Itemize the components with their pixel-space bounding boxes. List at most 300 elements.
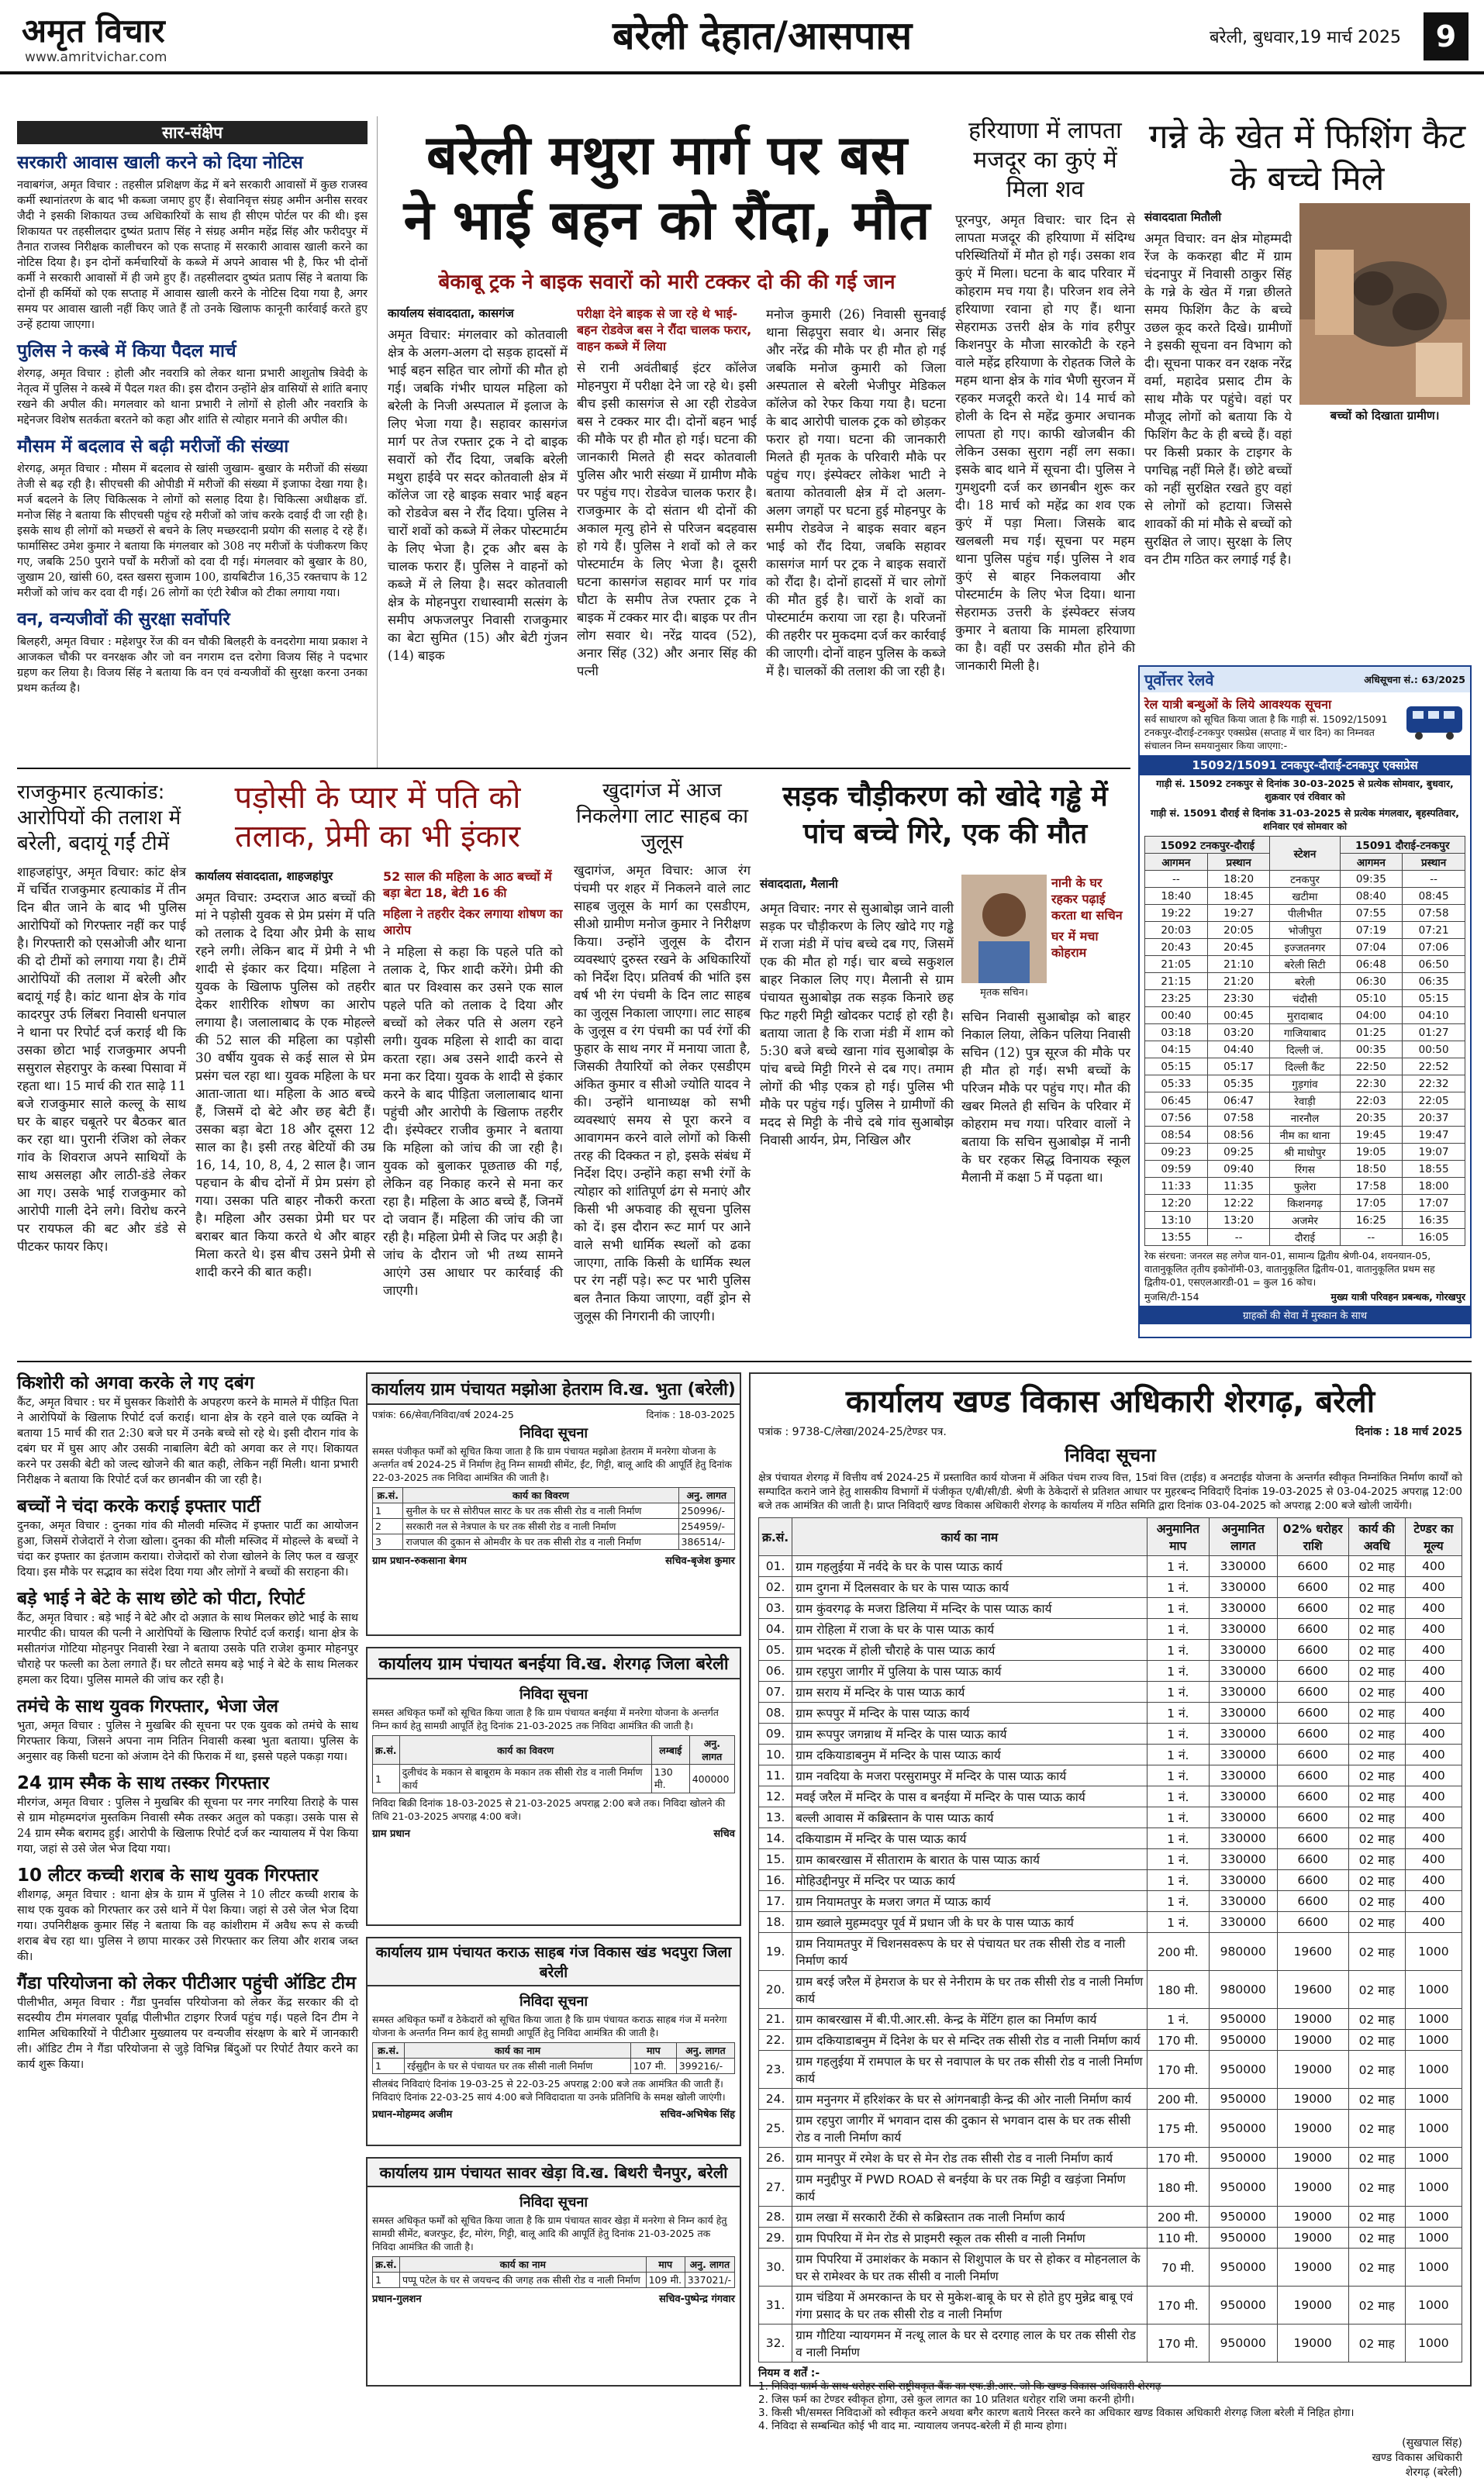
station-cell: दिल्ली कैंट — [1270, 1058, 1340, 1075]
table-row — [1145, 1212, 1465, 1229]
term-item: 2. जिस फर्म का टेण्डर स्वीकृत होगा, उसे कुल लागत का 10 प्रतिशत धरोहर राशि जमा करनी होगी। — [758, 2394, 1134, 2406]
table-cell: ग्राम सराय में मन्दिर के पास प्याऊ कार्य — [792, 1682, 1148, 1703]
time-cell: 13:20 — [1207, 1212, 1270, 1229]
time-cell: 06:30 — [1340, 973, 1403, 990]
section-title: बरेली देहात/आसपास — [613, 13, 913, 58]
table-cell: 23. — [759, 2051, 792, 2089]
table-cell: 330000 — [1209, 1765, 1277, 1786]
time-cell: 20:03 — [1145, 922, 1208, 939]
station-cell: रेवाड़ी — [1270, 1092, 1340, 1110]
time-cell: 16:25 — [1340, 1212, 1403, 1229]
table-row — [1145, 1075, 1465, 1092]
padosi-text-2: ने महिला से कहा कि पहले पति को तलाक दे, फिर शादी करेंगे। प्रेमी की बात पर विश्वास कर उसने एक साल पहले पति को तलाक दे दिया और बच्चों को लेकर पति से अलग रहने लगी। युवक महिला से शादी का वादा करता रहा। अब उसने शादी करने से मना कर दिया। युवक के शादी से इंकार करने के बाद पीड़िता जलालाबाद थाना पहुंची और आरोपी के खिलाफ तहरीर दी। इंस्पेक्टर राजीव कुमार ने बताया कि महिला को जांच की जा रही है। युवक को बुलाकर पूछताछ की गई, लेकिन वह निकाह करने से मना कर रहा है। महिला के आठ बच्चे हैं, जिनमें दो जवान हैं। महिला की जांच की जा रही है। महिला प्रेमी से जिद पर अड़ी है। जांच के दौरान जो भी तथ्य सामने आएंगे उस आधार पर कार्रवाई की जाएगी। — [383, 944, 563, 1298]
time-cell: 19:07 — [1403, 1144, 1465, 1161]
table-row — [1145, 973, 1465, 990]
table-cell: 330000 — [1209, 1577, 1277, 1598]
gp-tender-ref: पत्रांक: 66/सेवा/निविदा/वर्ष 2024-25 — [372, 1409, 514, 1420]
brief-title: तमंचे के साथ युवक गिरफ्तार, भेजा जेल — [17, 1696, 278, 1717]
table-cell: ग्राम लखा में सरकारी टेंकी से कब्रिस्तान तक नाली निर्माण कार्य — [792, 2207, 1148, 2228]
table-cell: ग्राम नवदिया के मजरा परसुरामपुर में मन्दिर के पास प्याऊ कार्य — [792, 1765, 1148, 1786]
table-cell: 02 माह — [1348, 2325, 1405, 2362]
gp-tender-2 — [366, 1647, 741, 1926]
haryana-story — [955, 116, 1135, 673]
time-cell: 06:48 — [1340, 956, 1403, 973]
time-cell: 22:52 — [1403, 1058, 1465, 1075]
brief-text: शीशगढ़, अमृत विचार : थाना क्षेत्र के ग्राम में पुलिस ने 10 लीटर कच्ची शराब के साथ एक युवक को गिरफ्तार कर उसे थाने में पेश किया। जहां से उसे जेल भेज दिया गया। उपनिरीक्षक कुमार सिंह ने बताया कि वह कांशीराम में अवैध रूप से कच्ची शराब बेच रहा था। पुलिस ने छापा मारकर उसे गिरफ्तार कर लिया और शराब जब्त की। — [17, 1889, 358, 1963]
time-cell: 00:35 — [1340, 1041, 1403, 1058]
table-cell: 24. — [759, 2089, 792, 2110]
road-bullet-1: नानी के घर रहकर पढ़ाई करता था सचिन — [1051, 875, 1123, 923]
time-cell: 12:20 — [1145, 1195, 1208, 1212]
table-cell: ग्राम मनुद्दीपुर में PWD ROAD से बनईया के घर तक मिट्टी व खड़ंजा निर्माण कार्य — [792, 2169, 1148, 2207]
time-cell: 21:15 — [1145, 973, 1208, 990]
lead-deck: बेकाबू ट्रक ने बाइक सवारों को मारी टक्कर दो की की गई जान — [438, 271, 896, 294]
time-cell: 07:56 — [1145, 1110, 1208, 1127]
station-cell: अजमेर — [1270, 1212, 1340, 1229]
table-cell: 02 माह — [1348, 1828, 1405, 1849]
table-cell: ग्राम कुंवरगढ़ के मजरा डिलिया में मन्दिर के पास प्याऊ कार्य — [792, 1598, 1148, 1619]
gp-tender-note: निविदा बिक्री दिनांक 18-03-2025 से 21-03-2025 अपराह्न 2:00 बजे तक। निविदा खोलने की तिथि 21-03-2025 अपराह्न 4:00 बजे। — [372, 1797, 726, 1822]
dateline: बरेली, बुधवार,19 मार्च 2025 — [1210, 28, 1401, 47]
briefs-header: सार-संक्षेप — [17, 121, 368, 144]
table-cell: 26. — [759, 2148, 792, 2169]
table-cell: 950000 — [1209, 2030, 1277, 2051]
station-cell: मुरादाबाद — [1270, 1007, 1340, 1024]
table-cell: 1 नं. — [1147, 1703, 1209, 1724]
gp-tender-intro: समस्त अधिकृत फर्मों व ठेकेदारों को सूचित किया जाता है कि ग्राम पंचायत कराऊ साहब गंज में मनरेगा योजना के अन्तर्गत निम्न कार्य हेतु सामग्री आपूर्ति हेतु निविदा आमंत्रित की जाती है। — [372, 2014, 727, 2038]
table-cell: 1 नं. — [1147, 1724, 1209, 1745]
table-cell: 32. — [759, 2325, 792, 2362]
table-cell: 1000 — [1405, 2030, 1462, 2051]
table-cell: 6600 — [1277, 1598, 1348, 1619]
table-row — [759, 1807, 1462, 1828]
table-header: क्र.सं. — [373, 2043, 405, 2059]
table-row — [759, 2009, 1462, 2030]
gp-tender-sub: निविदा सूचना — [519, 1993, 588, 2010]
table-row — [373, 1503, 735, 1519]
table-cell: 02 माह — [1348, 1933, 1405, 1971]
gp-tender-sign-right: सचिव — [713, 1828, 735, 1840]
table-cell: 950000 — [1209, 2110, 1277, 2148]
brief-title: किशोरी को अगवा करके ले गए दबंग — [17, 1373, 254, 1393]
table-row — [373, 2059, 735, 2074]
table-cell: 330000 — [1209, 1703, 1277, 1724]
padosi-byline: कार्यालय संवाददाता, शाहजहांपुर — [195, 869, 333, 883]
table-cell: 02 माह — [1348, 1598, 1405, 1619]
time-cell: 09:25 — [1207, 1144, 1270, 1161]
brief-item — [17, 436, 368, 601]
table-cell: 250996/- — [678, 1503, 734, 1519]
table-header: कार्य का विवरण — [399, 1736, 651, 1765]
table-cell: 950000 — [1209, 2169, 1277, 2207]
column-divider — [377, 116, 378, 768]
shergarh-office-title: कार्यालय खण्ड विकास अधिकारी शेरगढ़, बरेली — [845, 1384, 1375, 1420]
table-cell: 400 — [1405, 1703, 1462, 1724]
table-cell: 1 नं. — [1147, 1765, 1209, 1786]
table-cell: 10. — [759, 1745, 792, 1765]
station-cell: इज्जतनगर — [1270, 939, 1340, 956]
time-cell: 19:47 — [1403, 1127, 1465, 1144]
table-cell: ग्राम काबरखास में सीताराम के बारात के पास प्याऊ कार्य — [792, 1849, 1148, 1870]
newspaper-logo: अमृत विचार — [22, 12, 165, 50]
railway-schedule-2: गाड़ी सं. 15091 दौराई से दिनांक 31-03-2025 से प्रत्येक मंगलवार, बृहस्पतिवार, शनिवार एवं सोमवार को — [1150, 807, 1460, 832]
lead-pull-quote: परीक्षा देने बाइक से जा रहे थे भाई-बहन रोडवेज बस ने रौंदा चालक फरार, वाहन कब्जे में लिया — [577, 306, 752, 354]
table-cell: 950000 — [1209, 2287, 1277, 2325]
time-cell: 18:45 — [1207, 888, 1270, 905]
brief-title: सरकारी आवास खाली करने को दिया नोटिस — [17, 153, 303, 173]
time-cell: -- — [1207, 1229, 1270, 1246]
fishing-cat-headline: गन्ने के खेत में फिशिंग कैट के बच्चे मिले — [1148, 117, 1466, 198]
time-cell: 19:05 — [1340, 1144, 1403, 1161]
railway-brand: पूर्वोत्तर रेलवे — [1144, 671, 1214, 689]
table-cell: 19600 — [1277, 1933, 1348, 1971]
time-cell: -- — [1340, 1229, 1403, 1246]
table-cell: 1000 — [1405, 2207, 1462, 2228]
time-cell: 22:05 — [1403, 1092, 1465, 1110]
table-cell: ग्राम दकियाडाबनुम में मन्दिर के पास प्याऊ कार्य — [792, 1745, 1148, 1765]
brief-text: पीलीभीत, अमृत विचार : गैंडा पुनर्वास परियोजना को लेकर केंद्र सरकार की दो सदस्यीय टीम मंगलवार पूर्वाह्न पीलीभीत टाइगर रिजर्व पहुंच गई। पहले दिन टीम ने शामिल अधिकारियों ने पीटीआर मुख्यालय पर वन्यजीव संरक्षण के बारे में जानकारी ली। ऑडिट टीम ने गैंडा परियोजना से जुड़े विभिन्न बिंदुओं पर रिपोर्ट तैयार करने का कार्य शुरू किया। — [17, 1997, 358, 2071]
gp-tender-sign-left: ग्राम प्रधान — [372, 1828, 410, 1840]
time-cell: 13:55 — [1145, 1229, 1208, 1246]
table-cell: 6600 — [1277, 1745, 1348, 1765]
table-row — [759, 2051, 1462, 2089]
railway-title: रेल यात्री बन्धुओं के लिये आवश्यक सूचना — [1144, 697, 1332, 712]
lead-headline-line-1: बरेली मथुरा मार्ग पर बस — [426, 123, 908, 187]
julus-story — [574, 778, 751, 1354]
time-cell: 08:45 — [1403, 888, 1465, 905]
time-cell: 21:10 — [1207, 956, 1270, 973]
rajkumar-text: शाहजहांपुर, अमृत विचार: कांट क्षेत्र में चर्चित राजकुमार हत्याकांड में तीन दिन बीत जाने के बाद भी पुलिस आरोपियों को गिरफ्तार नहीं कर पाई है। गिरफ्तारी को एसओजी और थाना की दो टीमों को लगाया गया है। टीमें आरोपियों की तलाश में बरेली और बदायूं गई है। कांट थाना क्षेत्र के गांव कादरपुर उर्फ लिंबरा निवासी धनपाल ने थाना पर रिपोर्ट दर्ज कराई थी कि उसका छोटा भाई राजकुमार अपनी ससुराल सेहरापुर के कस्बा पिसावा में रहता था। 15 मार्च की रात साढ़े 11 बजे राजकुमार साले कल्लू के साथ घर के बाहर चबूतरे पर बैठकर बात कर रहा था। पुरानी रंजिश को लेकर गांव के शिवराज अपने साथियों के साथ असलहा और लाठी-डंडे लेकर आ गए। उसके भाई राजकुमार को आरोपी गाली देने लगे। विरोध करने पर रायफल की बट और डंडे से पीटकर फायर किए। — [17, 865, 186, 1254]
time-cell: 00:40 — [1145, 1007, 1208, 1024]
table-row — [759, 1598, 1462, 1619]
time-cell: 22:30 — [1340, 1075, 1403, 1092]
table-cell: 1000 — [1405, 2051, 1462, 2089]
time-cell: 00:50 — [1403, 1041, 1465, 1058]
brief-item — [17, 1696, 358, 1765]
table-cell: 950000 — [1209, 2009, 1277, 2030]
table-cell: 175 मी. — [1147, 2110, 1209, 2148]
table-cell: 6600 — [1277, 1807, 1348, 1828]
table-cell: 6600 — [1277, 1870, 1348, 1891]
time-cell: 22:50 — [1340, 1058, 1403, 1075]
table-cell: 109 मी. — [646, 2273, 685, 2288]
time-cell: 06:45 — [1145, 1092, 1208, 1110]
table-cell: ग्राम गहलुईया में रामपाल के घर से नवापाल के घर तक सीसी रोड व नाली निर्माण कार्य — [792, 2051, 1148, 2089]
table-cell: 1 नं. — [1147, 1661, 1209, 1682]
shergarh-sign-place: शेरगढ़ (बरेली) — [1405, 2466, 1462, 2479]
haryana-text: पूरनपुर, अमृत विचार: चार दिन से लापता मजदूर की हरियाणा में संदिग्ध परिस्थितियों में मौत हो गई। उसका शव कुएं में मिला। घटना के बाद परिवार में कोहराम मच गया है। परिजन शव लेने हरियाणा रवाना हो गए हैं। थाना सेहरामऊ उत्तरी क्षेत्र के गांव हरीपुर किशनपुर के मौजा सारकोटी के रहने वाले महेंद्र हरियाणा के रोहतक जिले के महम थाना क्षेत्र के गांव भैणी सुरजन में रहकर मजदूरी करते थे। 14 मार्च को होली के दिन से महेंद्र कुमार अचानक लापता हो गए। काफी खोजबीन की लेकिन उसका सुराग नहीं लग सका। इसके बाद थाने में सूचना दी। पुलिस ने गुमशुदगी दर्ज कर छानबीन शुरू कर दी। 18 मार्च को महेंद्र का शव एक कुएं में पड़ा मिला। जिसके बाद खलबली मच गई। सूचना पर महम थाना पुलिस पहुंच गई। पुलिस ने शव कुएं से बाहर निकलवाया और पोस्टमार्टम के लिए भेज दिया। थाना सेहरामऊ उत्तरी के इंस्पेक्टर संजय कुमार ने बताया कि मामला हरियाणा का है। वहीं पर उसकी मौत होने की जानकारी मिली है। — [955, 212, 1135, 673]
table-cell: 08. — [759, 1703, 792, 1724]
lead-text-2: से रानी अवंतीबाई इंटर कॉलेज मोहनपुरा में परीक्षा देने जा रहे थे। इसी बीच इसी कासगंज से आ रही रोडवेज बस ने टक्कर मार दी। दोनों बहन भाई की मौके पर ही मौत हो गई। घटना की जानकारी मिलते ही सदर कोतवाली पुलिस और भारी संख्या में ग्रामीण मौके पर पहुंच गए। रोडवेज चालक फरार है। राजकुमार के दो संतान थी दोनों की अकाल मृत्यु होने से परिजन बदहवास हो गये हैं। पुलिस ने शवों को ले कर पोस्टमार्टम के लिए भेजा है। दूसरी घटना कासगंज सहावर मार्ग पर गांव घौटा के समीप तेज रफ्तार ट्रक ने बाइक में टक्कर मार दी। बाइक पर तीन लोग सवार थे। नरेंद्र यादव (52), अनार सिंह (32) और अनार सिंह की पत्नी — [577, 361, 757, 678]
time-cell: 19:22 — [1145, 905, 1208, 922]
time-cell: 07:58 — [1403, 905, 1465, 922]
gp-tender-title: कार्यालय ग्राम पंचायत कराऊ साहब गंज विकास खंड भदपुरा जिला बरेली — [368, 1938, 740, 1986]
time-cell: 18:50 — [1340, 1161, 1403, 1178]
table-cell: 400 — [1405, 1745, 1462, 1765]
table-header: अनु. लागत — [676, 2043, 734, 2059]
brief-item — [17, 1772, 358, 1857]
station-cell: चंदौसी — [1270, 990, 1340, 1007]
time-cell: 08:54 — [1145, 1127, 1208, 1144]
table-cell: 29. — [759, 2228, 792, 2249]
brief-item — [17, 152, 368, 333]
lead-byline: कार्यालय संवाददाता, कासगंज — [388, 306, 514, 320]
table-cell: 1000 — [1405, 2009, 1462, 2030]
table-cell: 170 मी. — [1147, 2051, 1209, 2089]
table-cell: 180 मी. — [1147, 1971, 1209, 2009]
time-cell: 22:32 — [1403, 1075, 1465, 1092]
table-cell: 6600 — [1277, 1661, 1348, 1682]
masthead — [0, 0, 1484, 74]
table-cell: ग्राम पिपरिया में मेन रोड से प्राइमरी स्कूल तक सीसी व नाली निर्माण — [792, 2228, 1148, 2249]
table-cell: 1 नं. — [1147, 1577, 1209, 1598]
table-cell: 950000 — [1209, 2148, 1277, 2169]
station-cell: टनकपुर — [1270, 871, 1340, 888]
table-cell: 02 माह — [1348, 1661, 1405, 1682]
section-rule — [17, 1361, 1472, 1362]
table-cell: 400 — [1405, 1912, 1462, 1933]
time-cell: 07:58 — [1207, 1110, 1270, 1127]
time-cell: 18:55 — [1403, 1161, 1465, 1178]
table-header: माप — [631, 2043, 677, 2059]
table-cell: सरकारी नल से नेत्रपाल के घर तक सीसी रोड व नाली निर्माण — [403, 1519, 678, 1534]
brief-text: शेरगढ़, अमृत विचार : होली और नवरात्रि को लेकर थाना प्रभारी आशुतोष त्रिवेदी के नेतृत्व में पुलिस ने कस्बे में पैदल गश्त की। इस दौरान उन्होंने क्षेत्र वासियों से शांति बनाए रखने की अपील की। मगलवार को थाना प्रभारी ने लोगों से होली और नवरात्रि के मद्देनजर विशेष सतर्कता बरतने को कहा और शांति से त्योहार मनाने की अपील की। — [17, 368, 368, 426]
gp-tender-sub: निविदा सूचना — [519, 2194, 588, 2211]
shergarh-date: दिनांक : 18 मार्च 2025 — [1355, 1426, 1462, 1438]
table-cell: 02 माह — [1348, 2169, 1405, 2207]
table-cell: 400 — [1405, 1619, 1462, 1640]
table-cell: 400 — [1405, 1661, 1462, 1682]
julus-text: खुदागंज, अमृत विचार: आज रंग पंचमी पर शहर में निकलने वाले लाट साहब जुलूस के मार्ग का एसडीएम, सीओ ग्रामीण मनोज कुमार ने निरीक्षण किया। उन्होंने जुलूस के दौरान व्यवस्थाएं दुरुस्त रखने के अधिकारियों को निर्देश दिए। प्रतिवर्ष की भांति इस वर्ष भी रंग पंचमी के दिन लाट साहब का जुलूस निकाला जाएगा। लाट साहब के जुलूस व रंग पंचमी का पर्व रंगों की फुहार के साथ नगर में मनाया जाता है, जिसकी तैयारियों को लेकर एसडीएम अंकित कुमार व सीओ ज्योति यादव ने की। उन्होंने थानाध्यक्ष को सभी व्यवस्थाएं समय से पूरा करने व आवागमन करने वाले लोगों को किसी तरह की दिक्कत न हो, इसके संबंध में निर्देश दिए। उन्होंने कहा सभी रंगों के त्योहार को शांतिपूर्ण ढंग से मनाएं और किसी भी अफवाह की सूचना पुलिस को दें। इस दौरान रूट मार्ग पर आने वाले सभी धार्मिक स्थलों को ढका जाएगा, ताकि किसी के धार्मिक स्थल पर रंग नहीं पड़े। रूट पर भारी पुलिस बल तैनात किया जाएगा, वहीं ड्रोन से जुलूस की निगरानी की जाएगी। — [574, 863, 751, 1324]
table-cell: 330000 — [1209, 1807, 1277, 1828]
table-cell: 6600 — [1277, 1556, 1348, 1577]
table-cell: 02 माह — [1348, 2009, 1405, 2030]
table-cell: 170 मी. — [1147, 2325, 1209, 2362]
table-cell: 330000 — [1209, 1786, 1277, 1807]
table-cell: 400 — [1405, 1765, 1462, 1786]
table-row — [373, 2273, 735, 2288]
time-cell: 17:07 — [1403, 1195, 1465, 1212]
table-cell: 1000 — [1405, 2249, 1462, 2287]
shergarh-tender — [749, 1372, 1472, 2479]
table-row — [759, 2249, 1462, 2287]
table-cell: 130 मी. — [651, 1765, 689, 1793]
lead-headline-line-2: ने भाई बहन को रौंदा, मौत — [403, 188, 930, 252]
haryana-headline: हरियाणा में लापता मजदूर का कुएं में मिला शव — [968, 117, 1122, 203]
table-header: अनुमानित माप — [1147, 1518, 1209, 1556]
time-cell: 05:17 — [1207, 1058, 1270, 1075]
table-row — [1145, 1229, 1465, 1246]
shergarh-sign-title: खण्ड विकास अधिकारी — [1372, 2452, 1462, 2464]
time-cell: 17:05 — [1340, 1195, 1403, 1212]
rajkumar-story — [17, 780, 186, 1354]
table-cell: 19000 — [1277, 2325, 1348, 2362]
time-cell: 04:40 — [1207, 1041, 1270, 1058]
table-cell: 1 नं. — [1147, 1891, 1209, 1912]
road-text-1: अमृत विचार: नगर से सुआबोझ जाने वाली सड़क पर चौड़ीकरण के लिए खोदे गए गड्ढे में राजा मंडी में पांच बच्चे दब गए, जिसमें एक की मौत हो गई। चार बच्चे सकुशल बाहर निकाल लिए गए। मैलानी से ग्राम पंचायत सुआबोझ तक सड़क किनारे छह फिट गहरी मिट्टी खोदकर पटाई हो रही है। बताया जाता है कि राजा मंडी में शाम को 5:30 बजे बच्चे खाना गांव सुआबोझ के पांच बच्चे मिट्टी गिरने से दब गए। तमाम लोगों की भीड़ एकत्र हो गई। पुलिस भी मौके पर पहुंच गई। पुलिस ने ग्रामीणों की मदद से मिट्टी के नीचे दबे गांव सुआबोझ निवासी आर्यन, प्रेम, निखिल और — [760, 901, 954, 1148]
table-cell: 330000 — [1209, 1640, 1277, 1661]
table-cell: 1 नं. — [1147, 1849, 1209, 1870]
time-cell: -- — [1145, 871, 1208, 888]
time-cell: 09:59 — [1145, 1161, 1208, 1178]
time-cell: 19:45 — [1340, 1127, 1403, 1144]
table-row — [759, 1870, 1462, 1891]
table-cell: 02 माह — [1348, 1703, 1405, 1724]
time-cell: 09:40 — [1207, 1161, 1270, 1178]
brief-title: 24 ग्राम स्मैक के साथ तस्कर गिरफ्तार — [17, 1773, 270, 1793]
gp-tender-intro: समस्त अधिकृत फर्मों को सूचित किया जाता है कि ग्राम पंचायत सावर खेड़ा में मनरेगा से निम्न कार्य हेतु सामग्री सीमेंट, बजरफुट, ईंट, मोरंग, गिट्टी, बालू आदि की आपूर्ति हेतु दिनांक 21-03-2025 तक निविदा आमंत्रित की जाती है। — [372, 2214, 727, 2252]
table-cell: 400 — [1405, 1556, 1462, 1577]
railway-col-left: 15092 टनकपुर-दौराई — [1145, 837, 1270, 854]
time-cell: 18:20 — [1207, 871, 1270, 888]
table-cell: 12. — [759, 1786, 792, 1807]
railway-arr: आगमन — [1145, 854, 1208, 871]
table-header: अनु. लागत — [689, 1736, 734, 1765]
table-cell: 200 मी. — [1147, 2207, 1209, 2228]
table-cell: 400 — [1405, 1870, 1462, 1891]
table-cell: 1 नं. — [1147, 1828, 1209, 1849]
deceased-caption: मृतक सचिन। — [980, 987, 1028, 999]
railway-header — [1140, 667, 1470, 692]
road-column-1 — [760, 899, 954, 1233]
table-cell: ग्राम रहपुरा जागीर में भगवान दास की दुकान से भगवान दास के घर तक सीसी रोड व नाली निर्माण कार्य — [792, 2110, 1148, 2148]
table-row — [1145, 1024, 1465, 1041]
table-cell: 1000 — [1405, 1971, 1462, 2009]
table-cell: 21. — [759, 2009, 792, 2030]
road-headline: सड़क चौड़ीकरण को खोदे गड्ढे में पांच बच्चे गिरे, एक की मौत — [782, 781, 1108, 850]
table-cell: 1 — [373, 1503, 403, 1519]
time-cell: 08:56 — [1207, 1127, 1270, 1144]
brief-item — [17, 1972, 358, 2073]
gp-tender-3 — [366, 1937, 741, 2146]
table-cell: दुलीचंद के मकान से बाबूराम के मकान तक सीसी रोड व नाली निर्माण कार्य — [399, 1765, 651, 1793]
shergarh-terms — [758, 2380, 1462, 2433]
time-cell: 05:10 — [1340, 990, 1403, 1007]
table-cell: 330000 — [1209, 1661, 1277, 1682]
briefs-column — [17, 152, 368, 757]
table-cell: 400 — [1405, 1891, 1462, 1912]
time-cell: 21:05 — [1145, 956, 1208, 973]
table-cell: 1000 — [1405, 2110, 1462, 2148]
shergarh-tender-table — [758, 1517, 1462, 2362]
table-cell: 19. — [759, 1933, 792, 1971]
table-cell: 337021/- — [685, 2273, 734, 2288]
time-cell: 05:35 — [1207, 1075, 1270, 1092]
table-row — [759, 2110, 1462, 2148]
table-row — [759, 1765, 1462, 1786]
table-cell: 02 माह — [1348, 1807, 1405, 1828]
table-cell: 30. — [759, 2249, 792, 2287]
table-header: कार्य का नाम — [792, 1518, 1148, 1556]
brief-text: शेरगढ़, अमृत विचार : मौसम में बदलाव से खांसी जुखाम- बुखार के मरीजों की संख्या तेजी से बढ़ रही है। सीएचसी की ओपीडी में मरीजों की संख्या में इजाफा देखा गया है। मर्ज बदलने के लिए चिकित्सक ने लोगों को सलाह दिया है। चिकित्सा अधीक्षक डॉ. मनोज सिंह ने बताया कि सीएचसी पहुंच रहे मरीजों को जांच करके दवाई दी जा रही है। इसके साथ ही लोगों को मच्छरों से बचने के लिए मच्छरदानी प्रयोग की सलाह दे रहे हैं। फार्मासिस्ट उमेश कुमार ने बताया कि मंगलवार को 308 नए मरीजों के पंजीकरण किए गए, जबकि 250 पुराने पर्चों के मरीजों को दवा दी गई। मंगलवार को बुखार के 80, जुखाम 20, खांसी 60, दस्त खसरा सुजाम 100, डायबिटीज 16,35 रक्तचाप के 12 मरीजों को जांच कर दवा दी गई। 26 लोगों का एंटी रेबीज को टीका लगाया गया। — [17, 463, 368, 599]
gp-tender-sub: निविदा सूचना — [519, 1425, 588, 1441]
gp-tender-table — [372, 2256, 735, 2288]
time-cell: 22:03 — [1340, 1092, 1403, 1110]
brief-text: मीरगंज, अमृत विचार : पुलिस ने मुखबिर की सूचना पर नगर नगरिया तिराहे के पास से ग्राम मोहम्मदगंज मुस्तकिम निवासी स्मैक तस्कर अतुल को पकड़ा। उसके पास से 24 ग्राम स्मैक बरामद हुई। आरोपी के खिलाफ रिपोर्ट दर्ज कर न्यायालय में पेश किया गया, जहां से उसे जेल भेज दिया गया। — [17, 1796, 358, 1855]
table-cell: 1 नं. — [1147, 1745, 1209, 1765]
table-cell: 400 — [1405, 1682, 1462, 1703]
table-cell: 330000 — [1209, 1891, 1277, 1912]
station-cell: किशनगढ़ — [1270, 1195, 1340, 1212]
table-row — [759, 2207, 1462, 2228]
table-cell: 1 नं. — [1147, 1912, 1209, 1933]
newspaper-url[interactable]: www.amritvichar.com — [25, 50, 167, 65]
railway-arr: आगमन — [1340, 854, 1403, 871]
gp-tender-title: कार्यालय ग्राम पंचायत सावर खेड़ा वि.ख. बिथरी चैनपुर, बरेली — [368, 2159, 740, 2187]
station-cell: नीम का थाना — [1270, 1127, 1340, 1144]
time-cell: 03:18 — [1145, 1024, 1208, 1041]
shergarh-terms-title: नियम व शर्तें :- — [758, 2367, 820, 2380]
railway-intro: सर्व साधारण को सूचित किया जाता है कि गाड़ी सं. 15092/15091 टनकपुर-दौराई-टनकपुर एक्सप्रेस (सप्ताह में चार दिन) का निम्नवत संचालन निम्न समयानुसार किया जाएगा:- — [1144, 713, 1388, 751]
brief-text: बिलहरी, अमृत विचार : महेशपुर रेंज की वन चौकी बिलहरी के वनदरोगा माया प्रकाश ने आजकल चौकी पर वनरक्षक और जो वन नगराम दत्त दरोगा विजय सिंह ने पदभार ग्रहण कर लिया है। विजय सिंह ने बताया कि वन एवं वन्यजीवों की सुरक्षा करना उनका प्रथम कर्तव्य है। — [17, 636, 368, 695]
section-rule — [17, 768, 1130, 769]
table-cell: 6600 — [1277, 1682, 1348, 1703]
road-headline-block — [760, 778, 1130, 871]
table-cell: 02 माह — [1348, 1745, 1405, 1765]
table-cell: 02 माह — [1348, 2148, 1405, 2169]
gp-tender-sign-left: प्रधान-गुलशन — [372, 2293, 422, 2305]
table-cell: 1 नं. — [1147, 1619, 1209, 1640]
table-cell: 6600 — [1277, 1703, 1348, 1724]
table-row — [759, 1556, 1462, 1577]
fishing-cat-photo — [1299, 203, 1470, 405]
table-cell: ग्राम गौटिया न्यायगमन में नत्थू लाल के घर से दरगाह लाल के घर तक सीसी रोड व नाली निर्माण — [792, 2325, 1148, 2362]
table-cell: 09. — [759, 1724, 792, 1745]
table-cell: 18. — [759, 1912, 792, 1933]
table-cell: 02 माह — [1348, 2207, 1405, 2228]
table-cell: मवई जरैल में मन्दिर के पास व बनईया में मन्दिर के पास प्याऊ कार्य — [792, 1786, 1148, 1807]
table-cell: सुनील के घर से सोरीपल सारट के घर तक सीसी रोड व नाली निर्माण — [403, 1503, 678, 1519]
table-cell: 400 — [1405, 1828, 1462, 1849]
table-cell: 1 नं. — [1147, 1807, 1209, 1828]
table-header: क्र.सं. — [759, 1518, 792, 1556]
table-cell: 6600 — [1277, 1849, 1348, 1870]
table-cell: 19000 — [1277, 2148, 1348, 2169]
table-row — [1145, 871, 1465, 888]
table-row — [759, 2089, 1462, 2110]
table-row — [759, 2030, 1462, 2051]
table-cell: ग्राम रोहिला में राजा के घर के पास प्याऊ कार्य — [792, 1619, 1148, 1640]
table-cell: ग्राम पिपरिया में उमाशंकर के मकान से शिशुपाल के घर से होकर व मोहनलाल के घर से रामेश्वर के घर तक सीसी व नाली निर्माण — [792, 2249, 1148, 2287]
table-header: क्र.सं. — [373, 1736, 400, 1765]
table-row — [1145, 922, 1465, 939]
road-byline: संवाददाता, मैलानी — [760, 877, 838, 891]
term-item: 3. किसी भी/समस्त निविदाओं को स्वीकृत करने अथवा बगैर कारण बताये निरस्त करने का अधिकार खण्ड विकास अधिकारी शेरगढ़ जिला बरेली में निहित होगा। — [758, 2407, 1355, 2419]
table-cell: 20. — [759, 1971, 792, 2009]
table-cell: 170 मी. — [1147, 2148, 1209, 2169]
table-cell: 400 — [1405, 1577, 1462, 1598]
table-cell: 15. — [759, 1849, 792, 1870]
time-cell: 11:33 — [1145, 1178, 1208, 1195]
table-cell: 400 — [1405, 1786, 1462, 1807]
table-cell: 02 माह — [1348, 1640, 1405, 1661]
table-header: माप — [646, 2257, 685, 2273]
table-cell: 05. — [759, 1640, 792, 1661]
table-cell: 1000 — [1405, 2089, 1462, 2110]
shergarh-ref: पत्रांक : 9738-C/लेखा/2024-25/टेण्डर पत्र. — [758, 1426, 947, 1438]
station-cell: बरेली सिटी — [1270, 956, 1340, 973]
table-cell: 1 — [373, 1765, 400, 1793]
brief-text: कैंट, अमृत विचार : घर में घुसकर किशोरी के अपहरण करने के मामले में पीड़ित पिता ने आरोपियों के खिलाफ रिपोर्ट दर्ज कराई। थाना क्षेत्र के रहने वाले एक व्यक्ति ने बताया 15 मार्च की रात 2:30 बजे घर में उनके बच्चे सो रहे थे। इसी दौरान गांव के दबंग घर में घुस आए और उसकी नाबालिग बेटी को अगवा कर ले गए। शिकायत करने पर उसकी बेटी को जल्द खोजने की बात कही, लेकिन नहीं मिली। थाना प्रभारी निरीक्षक ने बताया कि रिपोर्ट दर्ज कर छानबीन की जा रही है। — [17, 1396, 358, 1486]
table-cell: मोहिउद्दीनपुर में मन्दिर पर प्याऊ कार्य — [792, 1870, 1148, 1891]
table-header: क्र.सं. — [373, 1488, 403, 1503]
table-cell: ग्राम मनुनगर में हरिशंकर के घर से आंगनबाड़ी केन्द्र की ओर नाली निर्माण कार्य — [792, 2089, 1148, 2110]
table-cell: ग्राम दकियाडाबनुम में दिनेश के घर से मन्दिर तक सीसी रोड व नाली निर्माण कार्य — [792, 2030, 1148, 2051]
table-row — [1145, 939, 1465, 956]
brief-text: कैंट, अमृत विचार : बड़े भाई ने बेटे और दो अज्ञात के साथ मिलकर छोटे भाई के साथ मारपीट की। घायल की पत्नी ने आरोपियों के खिलाफ रिपोर्ट दर्ज कराई। थाना क्षेत्र के मसीतगंज गोटिया मोहनपुर निवासी रेखा ने बताया उसके पति राजेश कुमार मोहनपुर चौराहे पर फल्ली का ठेला लगाते हैं। घर लौटते समय बड़े भाई ने बेटे के साथ मिलकर हमला कर दिया। पुलिस मामले की जांच कर रही है। — [17, 1612, 358, 1686]
table-row — [1145, 888, 1465, 905]
table-cell: 330000 — [1209, 1849, 1277, 1870]
